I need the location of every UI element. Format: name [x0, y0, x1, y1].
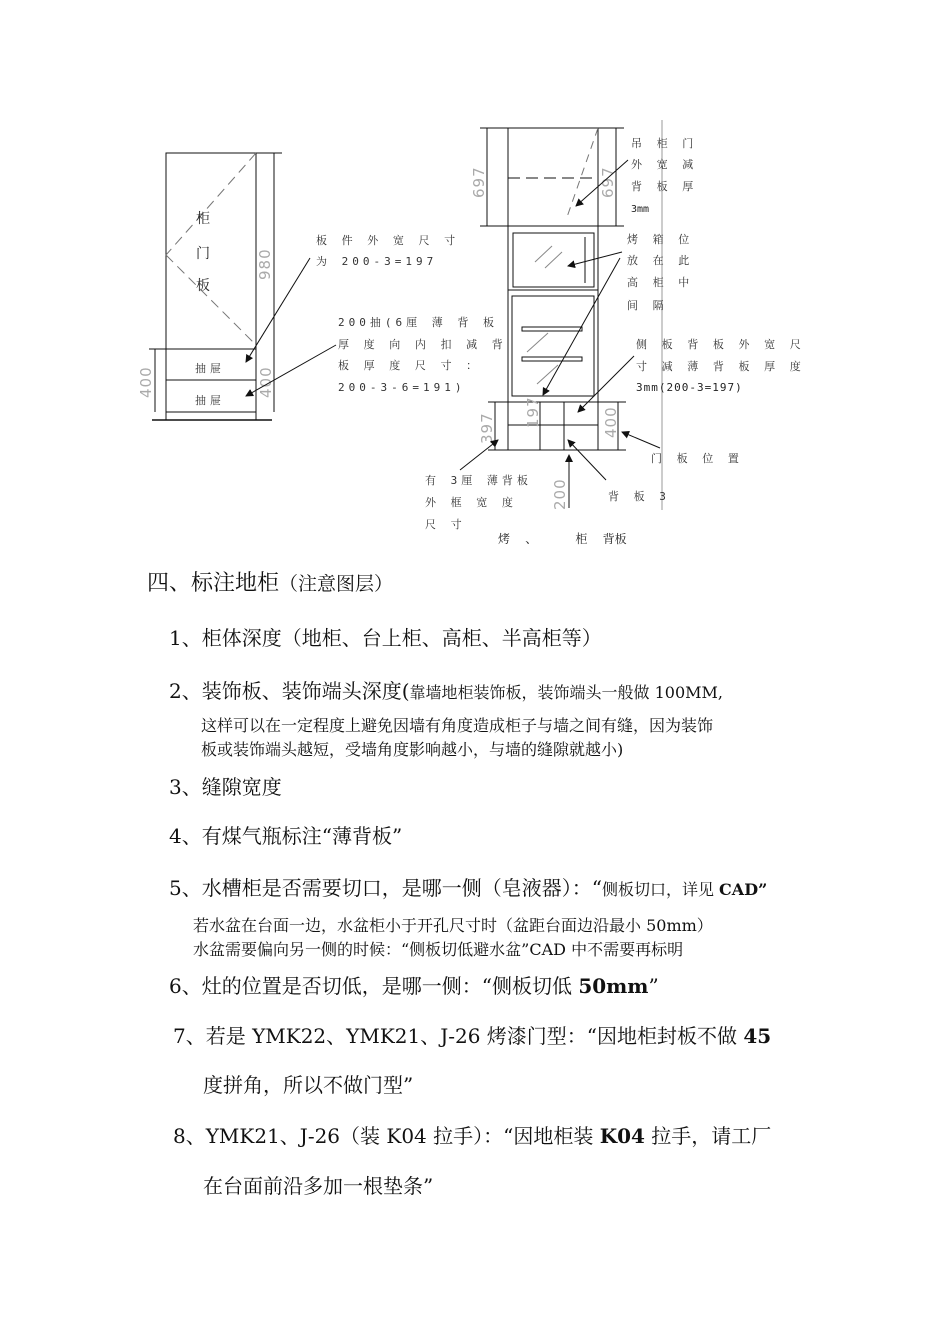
- right-bottom-dim-bottom: 200: [551, 478, 569, 510]
- left-note2-line4: 200-3-6=191): [338, 381, 466, 394]
- right-note-side-3: 3mm(200-3=197): [636, 381, 743, 394]
- right-bottom-dim-left: 397: [478, 412, 496, 444]
- section-title-note: （注意图层）: [279, 573, 394, 595]
- item-6-bold: 50mm: [578, 974, 649, 998]
- item-5-bold: CAD”: [719, 880, 768, 899]
- item-5-note-2: 水盆需要偏向另一侧的时候：“侧板切低避水盆”CAD 中不需要再标明: [193, 940, 684, 959]
- item-4: 4、有煤气瓶标注“薄背板”: [169, 824, 403, 848]
- right-note-side-1: 侧 板 背 板 外 宽 尺: [636, 338, 805, 351]
- item-8-main: 8、YMK21、J-26（装 K04 拉手）：“因地柜装: [173, 1124, 600, 1148]
- right-cabinet: [480, 120, 662, 510]
- left-height-dim: 980: [256, 248, 274, 280]
- right-note-bl-3: 尺 寸: [425, 518, 466, 531]
- right-bottom-dim-right: 400: [602, 406, 620, 438]
- section-title: 四、标注地柜: [147, 571, 280, 596]
- right-top-dim-right: 697: [599, 166, 617, 198]
- right-note-top-3: 背 板 厚: [631, 180, 698, 193]
- left-door-label-2: 门: [196, 246, 210, 262]
- item-8: [173, 1120, 771, 1149]
- left-note1-line1: 板 件 外 宽 尺 寸: [316, 234, 460, 247]
- item-2: [169, 675, 723, 704]
- right-note-mid-4: 间 隔: [627, 299, 668, 312]
- item-8-cont: 在台面前沿多加一根垫条”: [203, 1174, 434, 1198]
- left-note2-line2: 厚 度 向 内 扣 减 背: [338, 338, 507, 351]
- right-note-bl-2: 外 框 宽 度: [425, 496, 517, 509]
- left-note2-line3: 板 厚 度 尺 寸 ：: [338, 359, 482, 372]
- right-note-mid-1: 烤 箱 位: [627, 233, 694, 246]
- right-top-dim-left: 697: [470, 166, 488, 198]
- item-2-small: 靠墙地柜装饰板，装饰端头一般做 100MM,: [409, 683, 724, 702]
- item-5-main: 5、水槽柜是否需要切口，是哪一侧（皂液器）：“: [169, 876, 602, 900]
- right-note-bl-1: 有 3厘 薄背板: [425, 474, 532, 487]
- item-3: 3、缝隙宽度: [169, 775, 282, 799]
- item-1: 1、柜体深度（地柜、台上柜、高柜、半高柜等）: [169, 626, 602, 650]
- left-drawer-label-1: 抽屉: [195, 362, 225, 375]
- right-note-top-1: 吊 柜 门: [631, 137, 698, 150]
- right-note-mid-2: 放 在 此: [627, 254, 694, 267]
- right-bottom-dim-mid: 197: [524, 396, 542, 428]
- right-note-side-2: 寸 减 薄 背 板 厚 度: [636, 360, 805, 373]
- item-6-main: 6、灶的位置是否切低，是哪一侧：“侧板切低: [169, 974, 579, 998]
- item-6-end: ”: [648, 974, 659, 998]
- item-7-cont: 度拼角，所以不做门型”: [203, 1073, 414, 1097]
- item-5: [169, 872, 767, 901]
- right-note-door-pos: 门 板 位 置: [651, 452, 743, 465]
- item-5-note-1: 若水盆在台面一边，水盆柜小于开孔尺寸时（盆距台面边沿最小 50mm）: [193, 916, 713, 935]
- item-2-main: 2、装饰板、装饰端头深度(: [169, 679, 410, 703]
- item-6: [169, 970, 659, 999]
- right-note-top-4: 3mm: [631, 204, 650, 215]
- right-note-back3: 背 板 3: [608, 490, 670, 503]
- item-8-end: 拉手，请工厂: [644, 1124, 772, 1148]
- cabinet-drawing: [0, 0, 950, 560]
- left-door-label-3: 板: [196, 278, 210, 294]
- item-7-bold: 45: [743, 1024, 772, 1048]
- item-2-cont-1: 这样可以在一定程度上避免因墙有角度造成柜子与墙之间有缝，因为装饰: [201, 716, 714, 735]
- left-door-label-1: 柜: [196, 211, 210, 227]
- left-base-dim-right: 400: [257, 366, 275, 398]
- item-8-bold: K04: [599, 1124, 645, 1148]
- right-leader-lines: [460, 160, 660, 508]
- left-drawer-label-2: 抽屉: [195, 394, 225, 407]
- section-heading: [147, 566, 393, 597]
- item-7: [173, 1020, 771, 1049]
- item-2-cont-2: 板或装饰端头越短，受墙角度影响越小，与墙的缝隙就越小): [201, 740, 624, 759]
- right-note-top-2: 外 宽 减: [631, 158, 698, 171]
- item-7-main: 7、若是 YMK22、YMK21、J-26 烤漆门型：“因地柜封板不做: [173, 1024, 744, 1048]
- right-note-mid-3: 高 柜 中: [627, 276, 694, 289]
- drawing-caption: 烤 、 柜 背板: [498, 532, 627, 546]
- left-note1-line2: 为 200-3=197: [316, 255, 438, 268]
- item-5-small: 侧板切口，详见: [601, 880, 720, 899]
- left-note2-line1: 200抽(6厘 薄 背 板: [338, 316, 498, 329]
- left-base-dim-left: 400: [137, 366, 155, 398]
